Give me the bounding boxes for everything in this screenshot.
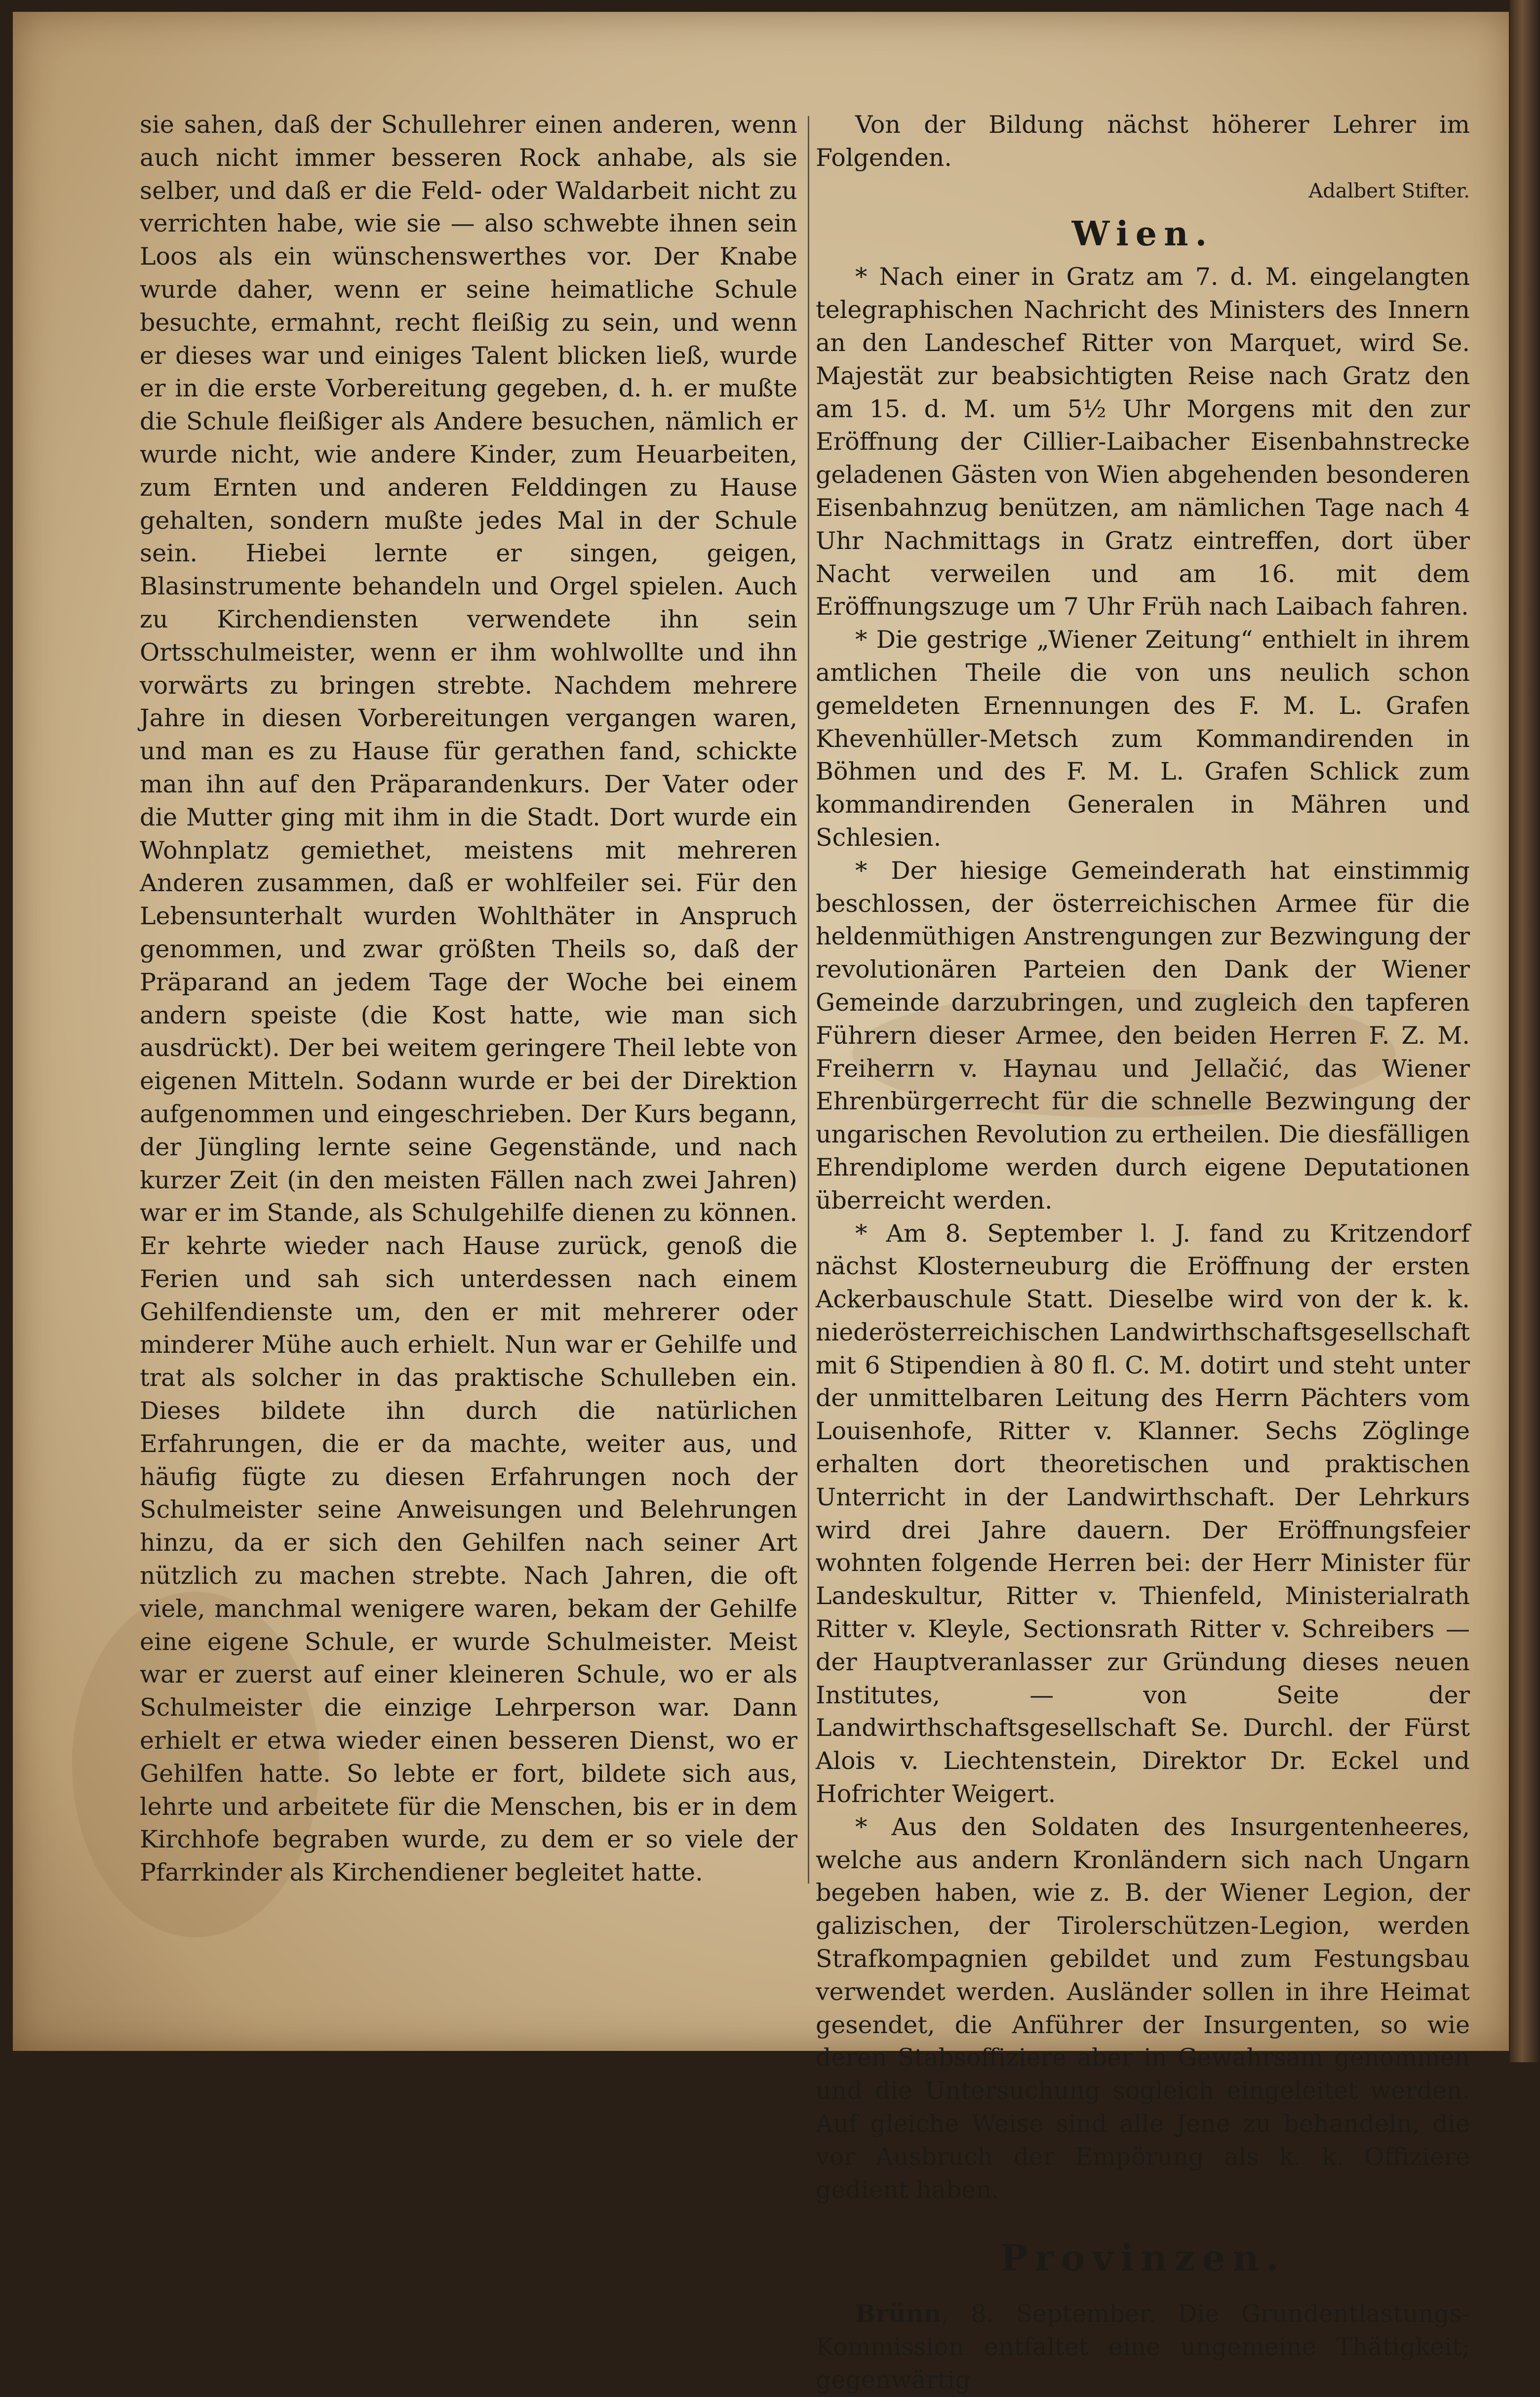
right-column xyxy=(816,109,1470,2397)
news-item-bruenn xyxy=(816,2297,1470,2397)
news-item: * Nach einer in Gratz am 7. d. M. eingelangten telegraphischen Nachricht des Ministers des Innern an den Landeschef Ritter von Marquet, wird Se. Majestät zur beabsichtigten Reise nach Gratz den am 15. d. M. um 5½ Uhr Morgens mit den zur Eröffnung der Cillier-Laibacher Eisenbahnstrecke geladenen Gästen von Wien abgehenden besonderen Eisenbahnzug benützen, am nämlichen Tage nach 4 Uhr Nachmittags in Gratz eintreffen, dort über Nacht verweilen und am 16. mit dem Eröffnungszuge um 7 Uhr Früh nach Laibach fahren. xyxy=(816,263,1470,621)
author-signature: Adalbert Stifter. xyxy=(1308,179,1470,202)
news-item: * Die gestrige „Wiener Zeitung“ enthielt in ihrem amtlichen Theile die von uns neulich schon gemeldeten Ernennungen des F. M. L. Grafen Khevenhüller-Metsch zum Kommandirenden in Böhmen und des F. M. L. Grafen Schlick zum kommandirenden Generalen in Mähren und Schlesien. xyxy=(816,626,1470,852)
news-item: * Der hiesige Gemeinderath hat einstimmig beschlossen, der österreichischen Armee für die heldenmüthigen Anstrengungen zur Bezwingung der revolutionären Parteien den Dank der Wiener Gemeinde darzubringen, und zugleich den tapferen Führern dieser Armee, den beiden Herren F. Z. M. Freiherrn v. Haynau und Jellačić, das Wiener Ehrenbürgerrecht für die schnelle Bezwingung der ungarischen Revolution zu ertheilen. Die diesfälligen Ehrendiplome werden durch eigene Deputationen überreicht werden. xyxy=(816,856,1470,1215)
book-edge xyxy=(1510,0,1540,2062)
section-heading-wien: Wien. xyxy=(1071,214,1214,254)
section-heading-provinzen: Provinzen. xyxy=(1000,2237,1286,2280)
news-item: * Am 8. September l. J. fand zu Kritzendorf nächst Klosterneuburg die Eröffnung der ersten Ackerbauschule Statt. Dieselbe wird von der k. k. niederösterreichischen Landwirthschaftsgesellschaft mit 6 Stipendien à 80 fl. C. M. dotirt und steht unter der unmittelbaren Leitung des Herrn Pächters vom Louisenhofe, Ritter v. Klanner. Sechs Zöglinge erhalten dort theoretischen und praktischen Unterricht in der Landwirthschaft. Der Lehrkurs wird drei Jahre dauern. Der Eröffnungsfeier wohnten folgende Herren bei: der Herr Minister für Landeskultur, Ritter v. Thienfeld, Ministerialrath Ritter v. Kleyle, Sectionsrath Ritter v. Schreibers — der Hauptveranlasser zur Gründung dieses neuen Institutes, — von Seite der Landwirthschaftsgesellschaft Se. Durchl. der Fürst Alois v. Liechtenstein, Direktor Dr. Eckel und Hofrichter Weigert. xyxy=(816,1219,1470,1808)
article-intro: Von der Bildung nächst höherer Lehrer im Folgenden. xyxy=(816,111,1470,172)
article-continuation: sie sahen, daß der Schullehrer einen anderen, wenn auch nicht immer besseren Rock anhabe, als sie selber, und daß er die Feld- oder Waldarbeit nicht zu verrichten habe, wie sie — also schwebte ihnen sein Loos als ein wünschenswerthes vor. Der Knabe wurde daher, wenn er seine heimatliche Schule besuchte, ermahnt, recht fleißig zu sein, und wenn er dieses war und einiges Talent blicken ließ, wurde er in die erste Vorbereitung gegeben, d. h. er mußte die Schule fleißiger als Andere besuchen, nämlich er wurde nicht, wie andere Kinder, zum Heuarbeiten, zum Ernten und anderen Felddingen zu Hause gehalten, sondern mußte jedes Mal in der Schule sein. Hiebei lernte er singen, geigen, Blasinstrumente behandeln und Orgel spielen. Auch zu Kirchendiensten verwendete ihn sein Ortsschulmeister, wenn er ihm wohlwollte und ihn vorwärts zu bringen strebte. Nachdem mehrere Jahre in diesen Vorbereitungen vergangen waren, und man es zu Hause für gerathen fand, schickte man ihn auf den Präparandenkurs. Der Vater oder die Mutter ging mit ihm in die Stadt. Dort wurde ein Wohnplatz gemiethet, meistens mit mehreren Anderen zusammen, daß er wohlfeiler sei. Für den Lebensunterhalt wurden Wohlthäter in Anspruch genommen, und zwar größten Theils so, daß der Präparand an jedem Tage der Woche bei einem andern speiste (die Kost hatte, wie man sich ausdrückt). Der bei weitem geringere Theil lebte von eigenen Mitteln. Sodann wurde er bei der Direktion aufgenommen und eingeschrieben. Der Kurs begann, der Jüngling lernte seine Gegenstände, und nach kurzer Zeit (in den meisten Fällen nach zwei Jahren) war er im Stande, als Schulgehilfe dienen zu können. Er kehrte wieder nach Hause zurück, genoß die Ferien und sah sich unterdessen nach einem Gehilfendienste um, den er mit mehrerer oder minderer Mühe auch erhielt. Nun war er Gehilfe und trat als solcher in das praktische Schulleben ein. Dieses bildete ihn durch die natürlichen Erfahrungen, die er da machte, weiter aus, und häufig fügte zu diesen Erfahrungen noch der Schulmeister seine Anweisungen und Belehrungen hinzu, da er sich den Gehilfen nach seiner Art nützlich zu machen strebte. Nach Jahren, die oft viele, manchmal wenigere waren, bekam der Gehilfe eine eigene Schule, er wurde Schulmeister. Meist war er zuerst auf einer kleineren Schule, wo er als Schulmeister die einzige Lehrperson war. Dann erhielt er etwa wieder einen besseren Dienst, wo er Gehilfen hatte. So lebte er fort, bildete sich aus, lehrte und arbeitete für die Menschen, bis er in dem Kirchhofe begraben wurde, zu dem er so viele der Pfarrkinder als Kirchendiener begleitet hatte. xyxy=(140,111,797,1887)
news-item: * Aus den Soldaten des Insurgentenheeres, welche aus andern Kronländern sich nach Ungarn begeben haben, wie z. B. der Wiener Legion, der galizischen, der Tirolerschützen-Legion, werden Strafkompagnien gebildet und zum Festungsbau verwendet werden. Ausländer sollen in ihre Heimat gesendet, die Anführer der Insurgenten, so wie deren Stabsoffiziere aber in Gewahrsam genommen und die Untersuchung sogleich eingeleitet werden. Auf gleiche Weise sind alle Jene zu behandeln, die vor Ausbruch der Empörung als k. k. Offiziere gedient haben. xyxy=(816,1812,1470,2204)
dateline-place: Brünn xyxy=(855,2299,942,2328)
news-item-text: , 8. September. Die Grundentlastungs-Kommission entfaltet eine ungemeine Thätigkeit; gegenwärtig xyxy=(816,2300,1470,2394)
left-column xyxy=(140,109,797,1889)
column-divider xyxy=(808,116,809,1884)
